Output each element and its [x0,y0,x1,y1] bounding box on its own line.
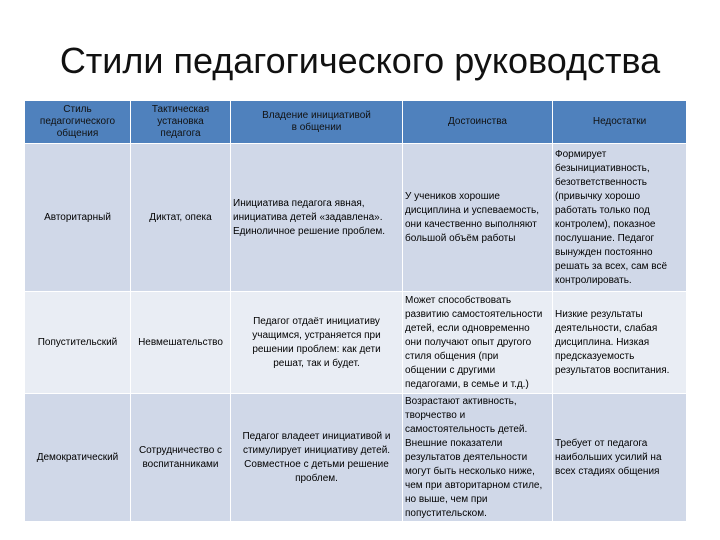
slide-title: Стили педагогического руководства [59,40,661,81]
cell-tactic: Сотрудничество с воспитанниками [131,394,231,522]
cell-advantages: У учеников хорошие дисциплина и успеваемость, они качественно выполняют большой объём работы [403,144,553,292]
cell-tactic: Диктат, опека [131,144,231,292]
header-tactic: Тактическая установка педагога [131,101,231,144]
cell-disadvantages: Формирует безынициативность, безответственность (привычку хорошо работать только под контролем), показное послушание. Педагог вынужден постоянно решать за всех, сам всё контролировать. [553,144,687,292]
header-row [25,101,687,144]
cell-style: Авторитарный [25,144,131,292]
header-disadvantages: Недостатки [553,101,687,144]
header-advantages: Достоинства [403,101,553,144]
cell-initiative: Инициатива педагога явная, инициатива детей «задавлена». Единоличное решение проблем. [231,144,403,292]
table-row [25,144,687,292]
pedagogy-styles-table [24,100,687,522]
cell-advantages: Может способствовать развитию самостоятельности детей, если одновременно они получают опыт другого стиля общения (при общении с другими педагогами, в семье и т.д.) [403,292,553,394]
cell-tactic: Невмешательство [131,292,231,394]
cell-style: Демократический [25,394,131,522]
header-initiative: Владение инициативой в общении [231,101,403,144]
cell-initiative: Педагог отдаёт инициативу учащимся, устраняется при решении проблем: как дети решат, так и будет. [231,292,403,394]
table-row [25,394,687,522]
header-style: Стиль педагогического общения [25,101,131,144]
cell-initiative: Педагог владеет инициативой и стимулирует инициативу детей. Совместное с детьми решение проблем. [231,394,403,522]
cell-disadvantages: Низкие результаты деятельности, слабая дисциплина. Низкая предсказуемость результатов воспитания. [553,292,687,394]
table-row [25,292,687,394]
cell-style: Попустительский [25,292,131,394]
cell-disadvantages: Требует от педагога наибольших усилий на всех стадиях общения [553,394,687,522]
cell-advantages: Возрастают активность, творчество и самостоятельность детей. Внешние показатели результатов деятельности могут быть несколько ниже, чем при авторитарном стиле, но выше, чем при попустительском. [403,394,553,522]
